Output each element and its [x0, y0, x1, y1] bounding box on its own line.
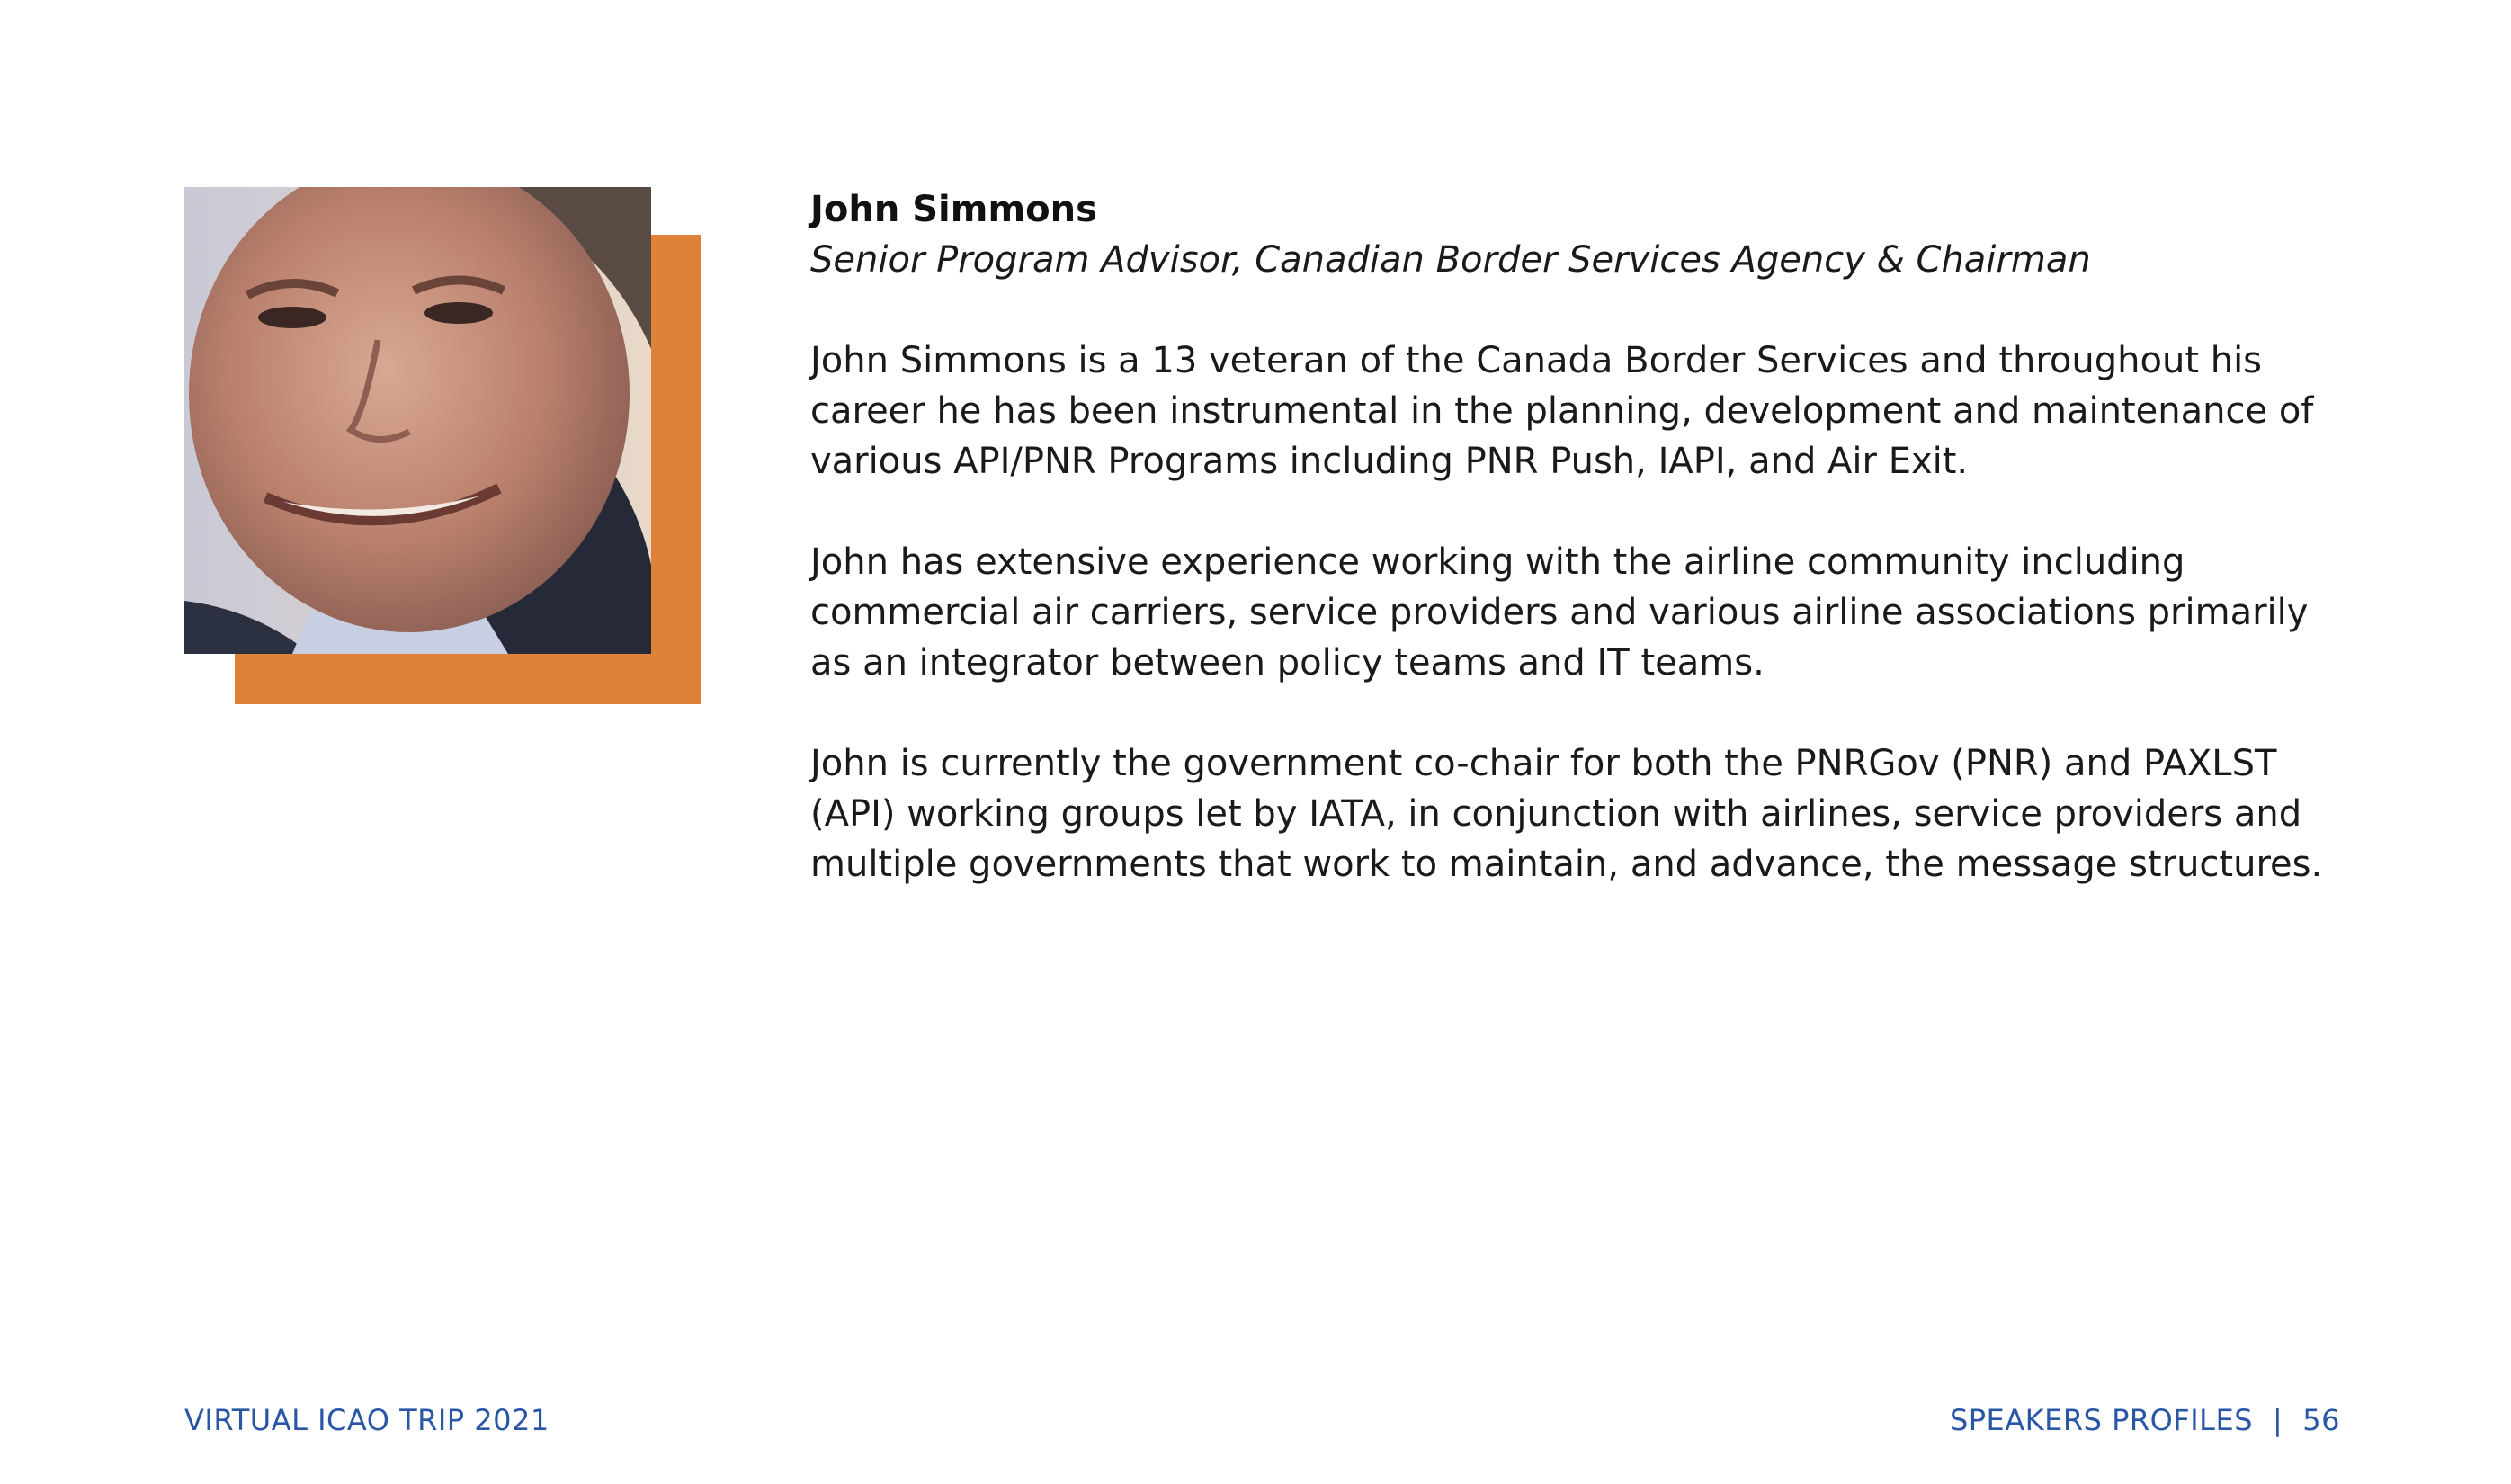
footer-page-info: [1950, 1403, 2340, 1437]
speaker-photo-block: [184, 187, 701, 704]
footer-section-title: SPEAKERS PROFILES: [1949, 1403, 2253, 1437]
speaker-photo: [184, 187, 651, 654]
bio-paragraph: John Simmons is a 13 veteran of the Canada Border Services and throughout his career he has been instrumental in the planning, development and maintenance of various API/PNR Programs including PNR Push, IAPI, and Air Exit.: [810, 340, 2314, 482]
bio-paragraph: John is currently the government co-chair for both the PNRGov (PNR) and PAXLST (API) working groups let by IATA, in conjunction with airlines, service providers and multiple governments that work to maintain, and advance, the message structures.: [810, 743, 2323, 885]
bio-paragraph: John has extensive experience working with the airline community including commercial air carriers, service providers and various airline associations primarily as an integrator between policy teams and IT teams.: [810, 541, 2309, 684]
footer-separator: |: [2273, 1403, 2283, 1437]
page-number: 56: [2302, 1403, 2340, 1437]
footer-event-title: VIRTUAL ICAO TRIP 2021: [184, 1403, 550, 1437]
speaker-bio: [810, 184, 2357, 890]
speaker-name: John Simmons: [810, 189, 1097, 230]
speaker-title: Senior Program Advisor, Canadian Border Services Agency & Chairman: [810, 239, 2091, 281]
portrait-image: [184, 187, 651, 654]
